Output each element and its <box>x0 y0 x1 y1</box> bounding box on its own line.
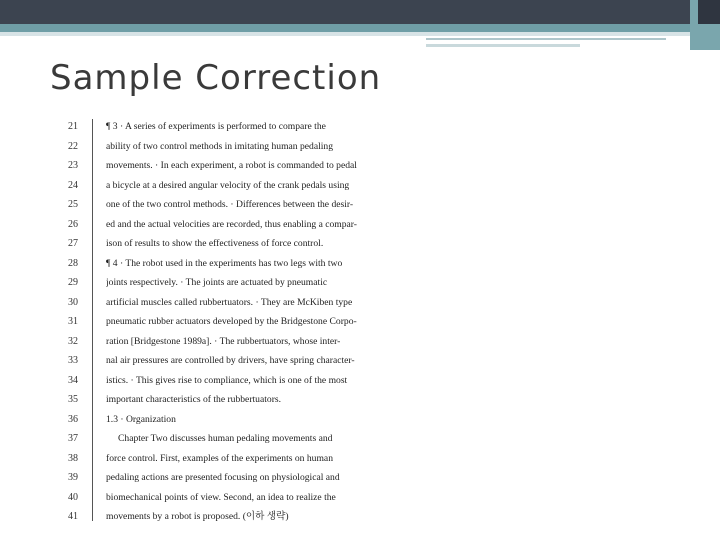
line-text: nal air pressures are controlled by drivers, have spring character- <box>106 355 355 366</box>
document-line <box>62 332 412 351</box>
line-number: 36 <box>68 413 78 425</box>
line-text: biomechanical points of view. Second, an idea to realize the <box>106 491 336 503</box>
line-text: important characteristics of the rubbertuators. <box>106 394 282 405</box>
line-number: 25 <box>68 199 78 210</box>
line-text: ration [Bridgestone 1989a]. · The rubbertuators, whose inter- <box>106 335 341 347</box>
document-line <box>62 234 412 253</box>
line-text: artificial muscles called rubbertuators. · They are McKiben type <box>106 296 353 308</box>
line-number: 39 <box>68 472 78 483</box>
line-text: ed and the actual velocities are recorded, thus enabling a compar- <box>106 218 357 230</box>
document-line <box>62 137 412 156</box>
document-line <box>62 312 412 331</box>
line-number: 24 <box>68 179 78 191</box>
line-text: istics. · This gives rise to compliance, which is one of the most <box>106 374 348 386</box>
header-corner-dark <box>698 0 720 24</box>
document-line <box>62 215 412 234</box>
line-number: 37 <box>68 433 78 444</box>
line-text: ability of two control methods in imitating human pedaling <box>106 140 334 152</box>
line-number: 27 <box>68 238 78 249</box>
document-line <box>62 390 412 409</box>
document-line <box>62 254 412 273</box>
line-text: pneumatic rubber actuators developed by the Bridgestone Corpo- <box>106 316 357 327</box>
line-number: 26 <box>68 218 78 230</box>
line-text: ison of results to show the effectiveness of force control. <box>106 238 324 249</box>
line-number: 21 <box>68 121 78 132</box>
line-text: Chapter Two discusses human pedaling movements and <box>118 433 333 444</box>
document-line <box>62 293 412 312</box>
line-number: 32 <box>68 335 78 347</box>
line-text: ¶ 4 · The robot used in the experiments has two legs with two <box>106 257 343 269</box>
line-number: 33 <box>68 355 78 366</box>
line-number: 35 <box>68 394 78 405</box>
line-number: 41 <box>68 511 78 522</box>
line-text: a bicycle at a desired angular velocity of the crank pedals using <box>106 179 350 191</box>
header-band-dark <box>0 0 720 24</box>
header-band-light <box>0 32 720 36</box>
line-text: ¶ 3 · A series of experiments is performed to compare the <box>106 121 326 132</box>
line-number: 23 <box>68 160 78 171</box>
slide-title: Sample Correction <box>50 58 382 98</box>
document-line <box>62 449 412 468</box>
document-line <box>62 195 412 214</box>
document-line <box>62 117 412 136</box>
document-line <box>62 273 412 292</box>
scanned-document <box>62 115 412 527</box>
line-number: 31 <box>68 316 78 327</box>
line-number: 28 <box>68 257 78 269</box>
line-number: 29 <box>68 277 78 288</box>
document-line <box>62 429 412 448</box>
line-text: force control. First, examples of the experiments on human <box>106 452 333 464</box>
line-text: joints respectively. · The joints are actuated by pneumatic <box>106 277 328 288</box>
line-text: one of the two control methods. · Differences between the desir- <box>106 199 354 210</box>
document-line <box>62 351 412 370</box>
document-line <box>62 176 412 195</box>
line-text: pedaling actions are presented focusing on physiological and <box>106 472 340 483</box>
document-line <box>62 488 412 507</box>
document-line <box>62 507 412 526</box>
line-number: 30 <box>68 296 78 308</box>
document-line <box>62 468 412 487</box>
line-number: 22 <box>68 140 78 152</box>
header-band-teal <box>0 24 720 32</box>
line-number: 38 <box>68 452 78 464</box>
document-line <box>62 371 412 390</box>
document-line <box>62 156 412 175</box>
line-number: 34 <box>68 374 78 386</box>
line-text: movements. · In each experiment, a robot is commanded to pedal <box>106 160 357 171</box>
header-accent-line-short <box>426 44 580 47</box>
line-number: 40 <box>68 491 78 503</box>
header-accent-line <box>426 38 666 40</box>
document-line <box>62 410 412 429</box>
line-text: 1.3 · Organization <box>106 413 176 425</box>
line-text: movements by a robot is proposed. (이하 생략) <box>106 511 289 522</box>
